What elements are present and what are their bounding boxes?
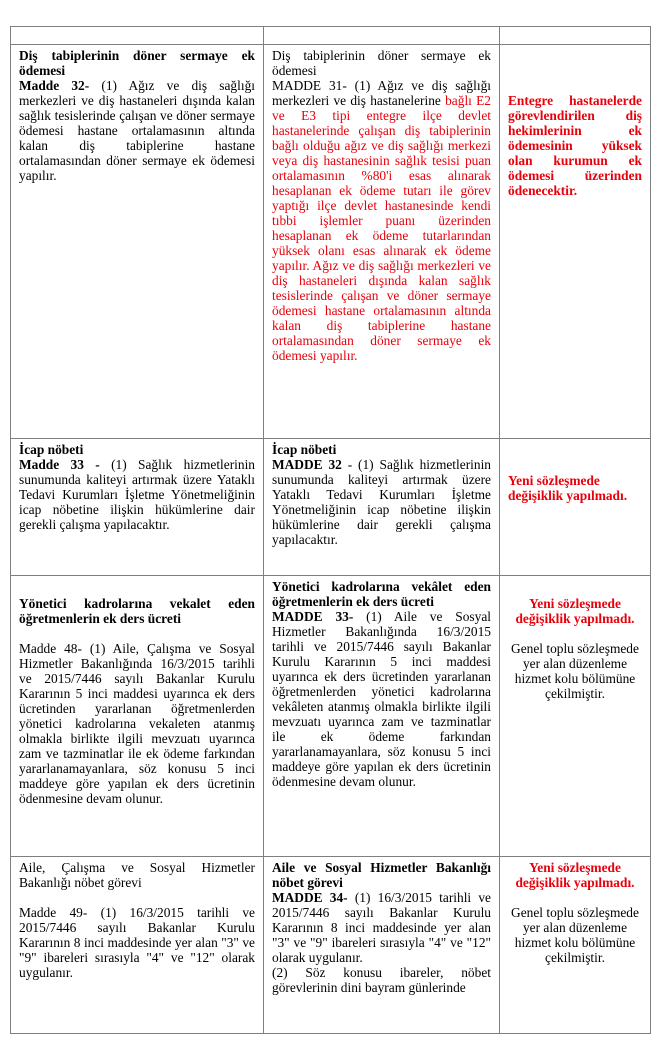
article-body: MADDE 34- (1) 16/3/2015 tarihli ve 2015/7446 sayılı Bakanlar Kurulu Kararının 8 inci maddesinde yer alan "3" ve "9" ibareleri sırasıyla "4" ve "12" olarak uygulanır. bbox=[272, 890, 491, 965]
table-row bbox=[11, 45, 651, 439]
change-note: Yeni sözleşmede değişiklik yapılmadı. bbox=[515, 860, 635, 890]
article-lead: Madde 32- bbox=[19, 78, 90, 93]
article-body: MADDE 31- (1) Ağız ve diş sağlığı merkezleri ve diş hastanelerine bağlı E2 ve E3 tipi entegre ilçe devlet hastanelerinde çalışan diş tabiplerinin bağlı olduğu ağız ve diş sağlığı merkezi veya diş hastanesinin sağlık tesisi puan ortalamasının %80'i esas alınarak hesaplanan ek ödeme tutarı ile görev yaptığı ilçe devlet hastanesinde kendi tıbbi işlemler puanı üzerinden hesaplanan ek ödeme tutarlarından yüksek olanı esas alınarak ek ödeme yapılır. Ağız ve diş sağlığı merkezleri ve diş hastaneleri dışında kalan sağlık tesislerinde çalışan ve döner sermaye ödemesi hastane ortalamasının altında kalan diş tabiplerine hastane ortalamasından döner sermaye ek ödemesi yapılır. bbox=[272, 78, 491, 363]
article-body: MADDE 32 - (1) Sağlık hizmetlerinin sunumunda kaliteyi artırmak üzere Yataklı Tedavi Kurumları İşletme Yönetmeliğinin icap nöbetine ilişkin hükümlerine dair gerekli çalışma yapılacaktır. bbox=[272, 457, 491, 547]
change-note: Yeni sözleşmede değişiklik yapılmadı. bbox=[515, 596, 635, 626]
article-body: MADDE 33- (1) Aile ve Sosyal Hizmetler Bakanlığında 16/3/2015 tarihli ve 2015/7446 sayılı Bakanlar Kurulu Kararının 5 inci maddesi uyarınca ek ders ücretinden yararlanan öğretmenlerden yönetici kadrolarına vekâleten atanmış olmakla birlikte ilgili mevzuatı uyarınca zam ve tazminatlar ile ek ödeme farkından yararlanamayanlara, söz konusu 5 inci maddeye göre yapılan ek ders ücretinin ödenmesine devam olunur. bbox=[272, 609, 492, 789]
article-lead: MADDE 32 bbox=[272, 457, 342, 472]
article-body: Madde 48- (1) Aile, Çalışma ve Sosyal Hizmetler Bakanlığında 16/3/2015 tarihli ve 2015/7446 sayılı Bakanlar Kurulu Kararının 5 inci maddesi uyarınca ek ders ücretinden yararlanan öğretmenlerden yönetici kadrolarına vekaleten atanmış olmakla birlikte ilgili mevzuatı uyarınca zam ve tazminatlar ile ek ödeme farkından yararlanamayanlara, söz konusu 5 inci maddeye göre yapılan ek ders ücretinin ödenmesine devam olunur. bbox=[19, 641, 255, 806]
article-lead: MADDE 33- bbox=[272, 609, 354, 624]
old-text-cell bbox=[11, 45, 264, 439]
new-text-cell bbox=[264, 45, 500, 439]
header-cell-new bbox=[264, 27, 500, 45]
table-header-row bbox=[11, 27, 651, 45]
change-note: Yeni sözleşmede değişiklik yapılmadı. bbox=[508, 473, 628, 503]
article-lead: MADDE 34- bbox=[272, 890, 348, 905]
new-text-cell bbox=[264, 439, 500, 576]
article-body: Madde 33 - (1) Sağlık hizmetlerinin sunumunda kaliteyi artırmak üzere Yataklı Tedavi Kurumları İşletme Yönetmeliğinin icap nöbetine ilişkin hükümlerine dair gerekli çalışma yapılacaktır. bbox=[19, 457, 255, 532]
note-cell bbox=[500, 439, 651, 576]
comparison-table bbox=[10, 26, 651, 1034]
article-title: İcap nöbeti bbox=[272, 442, 337, 457]
note-cell bbox=[500, 857, 651, 1034]
article-title: Yönetici kadrolarına vekalet eden öğretmenlerin ek ders ücreti bbox=[19, 596, 255, 626]
table-row bbox=[11, 857, 651, 1034]
article-title: Aile, Çalışma ve Sosyal Hizmetler Bakanlığı nöbet görevi bbox=[19, 860, 255, 890]
article-title: İcap nöbeti bbox=[19, 442, 84, 457]
table-row bbox=[11, 439, 651, 576]
table-row bbox=[11, 576, 651, 857]
new-text-cell bbox=[264, 857, 500, 1034]
article-title: Aile ve Sosyal Hizmetler Bakanlığı nöbet görevi bbox=[272, 860, 491, 890]
old-text-cell bbox=[11, 439, 264, 576]
article-title: Yönetici kadrolarına vekâlet eden öğretmenlerin ek ders ücreti bbox=[272, 579, 491, 609]
header-cell-note bbox=[500, 27, 651, 45]
article-lead: Madde 33 - bbox=[19, 457, 100, 472]
article-title: Diş tabiplerinin döner sermaye ek ödemesi bbox=[19, 48, 255, 78]
old-text-cell bbox=[11, 857, 264, 1034]
change-note-detail: Genel toplu sözleşmede yer alan düzenleme hizmet kolu bölümüne çekilmiştir. bbox=[511, 905, 639, 965]
article-title: Diş tabiplerinin döner sermaye ek ödemesi bbox=[272, 48, 491, 78]
change-note-detail: Genel toplu sözleşmede yer alan düzenleme hizmet kolu bölümüne çekilmiştir. bbox=[511, 641, 639, 701]
change-note: Entegre hastanelerde görevlendirilen diş hekimlerinin ek ödemesinin yüksek olan kurumun ek ödemesi üzerinden ödenecektir. bbox=[508, 93, 642, 198]
old-text-cell bbox=[11, 576, 264, 857]
note-cell bbox=[500, 45, 651, 439]
new-text-cell bbox=[264, 576, 500, 857]
article-body-paragraph-2: (2) Söz konusu ibareler, nöbet görevlerinin dini bayram günlerinde bbox=[272, 965, 491, 995]
header-cell-old bbox=[11, 27, 264, 45]
note-cell bbox=[500, 576, 651, 857]
article-body: Madde 32- (1) Ağız ve diş sağlığı merkezleri ve diş hastaneleri dışında kalan sağlık tesislerinde çalışan ve döner sermaye ödemesi hastane ortalamasının altında kalan diş tabiplerine hastane ortalamasından döner sermaye ek ödemesi yapılır. bbox=[19, 78, 255, 183]
article-body: Madde 49- (1) 16/3/2015 tarihli ve 2015/7446 sayılı Bakanlar Kurulu Kararının 8 inci maddesinde yer alan "3" ve "9" ibareleri sırasıyla "4" ve "12" olarak uygulanır. bbox=[19, 905, 255, 980]
changed-text: bağlı E2 ve E3 tipi entegre ilçe devlet hastanelerinde çalışan diş tabiplerinin bağlı olduğu ağız ve diş sağlığı merkezi veya diş hastanesinin sağlık tesisi puan ortalamasının %80'i esas alınarak hesaplanan ek ödeme tutarı ile görev yaptığı ilçe devlet hastanesinde kendi tıbbi işlemler puanı üzerinden hesaplanan ek ödeme tutarlarından yüksek olanı esas alınarak ek ödeme yapılır. Ağız ve diş sağlığı merkezleri ve diş hastaneleri dışında kalan sağlık tesislerinde çalışan ve döner sermaye ödemesi hastane ortalamasının altında kalan diş tabiplerine hastane ortalamasından döner sermaye ek ödemesi yapılır. bbox=[272, 93, 491, 363]
